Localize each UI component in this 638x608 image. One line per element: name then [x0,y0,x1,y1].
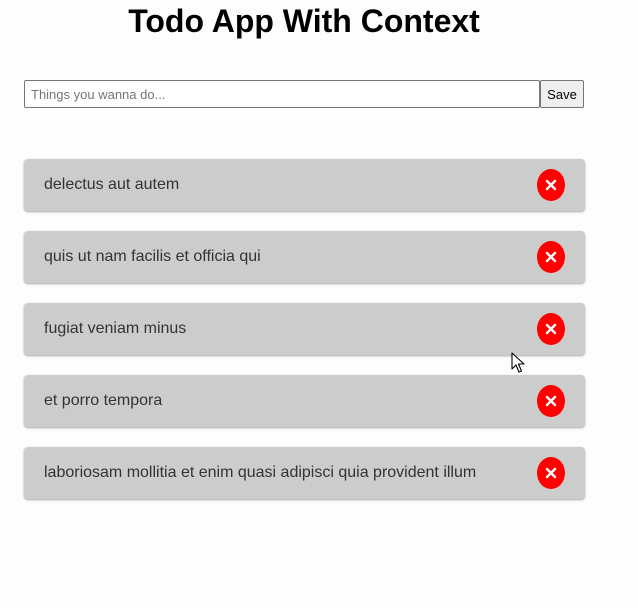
close-icon [545,467,557,479]
todo-input[interactable] [24,80,540,108]
todo-text: delectus aut autem [44,176,180,193]
todo-item [24,375,585,427]
delete-button[interactable] [537,457,565,489]
todo-text: quis ut nam facilis et officia qui [44,248,261,265]
close-icon [545,323,557,335]
delete-button[interactable] [537,313,565,345]
todo-text: laboriosam mollitia et enim quasi adipisci quia provident illum [44,464,477,481]
mouse-pointer-icon [511,352,525,374]
todo-text: fugiat veniam minus [44,320,187,337]
close-icon [545,179,557,191]
save-button[interactable]: Save [540,80,584,108]
todo-item [24,159,585,211]
todo-item [24,447,585,499]
close-icon [545,251,557,263]
delete-button[interactable] [537,241,565,273]
delete-button[interactable] [537,385,565,417]
close-icon [545,395,557,407]
delete-button[interactable] [537,169,565,201]
todo-item [24,303,585,355]
todo-list [24,159,585,519]
page-title: Todo App With Context [128,3,480,39]
todo-form [24,80,584,108]
todo-item [24,231,585,283]
todo-text: et porro tempora [44,392,163,409]
